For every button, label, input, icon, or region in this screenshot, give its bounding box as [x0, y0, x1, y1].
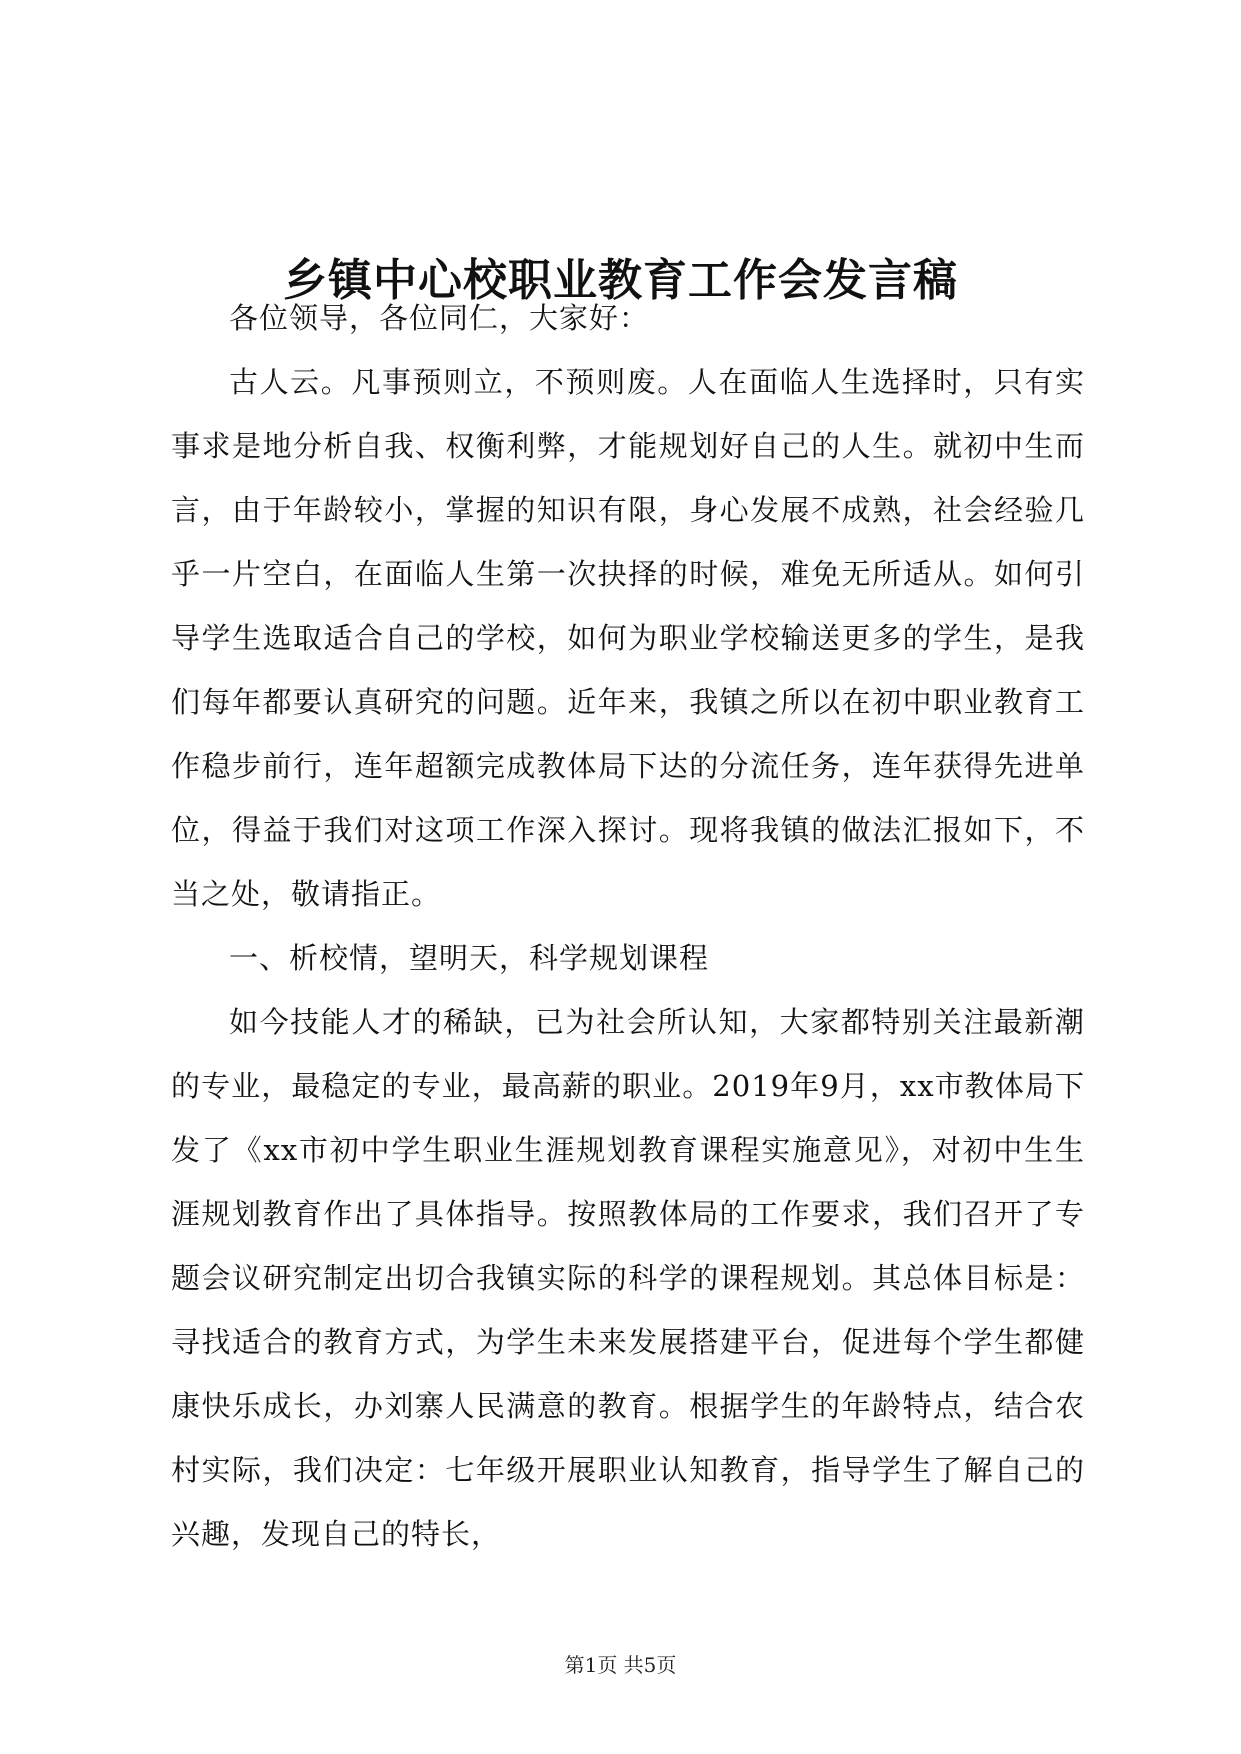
- intro-paragraph: 古人云。凡事预则立，不预则废。人在面临人生选择时，只有实事求是地分析自我、权衡利弊，才能规划好自己的人生。就初中生而言，由于年龄较小，掌握的知识有限，身心发展不成熟，社会经验几乎一片空白，在面临人生第一次抉择的时候，难免无所适从。如何引导学生选取适合自己的学校，如何为职业学校输送更多的学生，是我们每年都要认真研究的问题。近年来，我镇之所以在初中职业教育工作稳步前行，连年超额完成教体局下达的分流任务，连年获得先进单位，得益于我们对这项工作深入探讨。现将我镇的做法汇报如下，不当之处，敬请指正。: [171, 365, 1085, 911]
- section-paragraph: 如今技能人才的稀缺，已为社会所认知，大家都特别关注最新潮的专业，最稳定的专业，最高薪的职业。2019年9月，xx市教体局下发了《xx市初中学生职业生涯规划教育课程实施意见》，对初中生生涯规划教育作出了具体指导。按照教体局的工作要求，我们召开了专题会议研究制定出切合我镇实际的科学的课程规划。其总体目标是：寻找适合的教育方式，为学生未来发展搭建平台，促进每个学生都健康快乐成长，办刘寨人民满意的教育。根据学生的年龄特点，结合农村实际，我们决定：七年级开展职业认知教育，指导学生了解自己的兴趣，发现自己的特长，: [171, 1005, 1085, 1551]
- page-footer: 第1页 共5页: [564, 1653, 677, 1677]
- document-body: [171, 286, 1085, 1566]
- document-title: 乡镇中心校职业教育工作会发言稿: [283, 255, 958, 307]
- greeting-paragraph: 各位领导，各位同仁，大家好：: [229, 301, 650, 335]
- section-heading: 一、析校情，望明天，科学规划课程: [229, 941, 710, 975]
